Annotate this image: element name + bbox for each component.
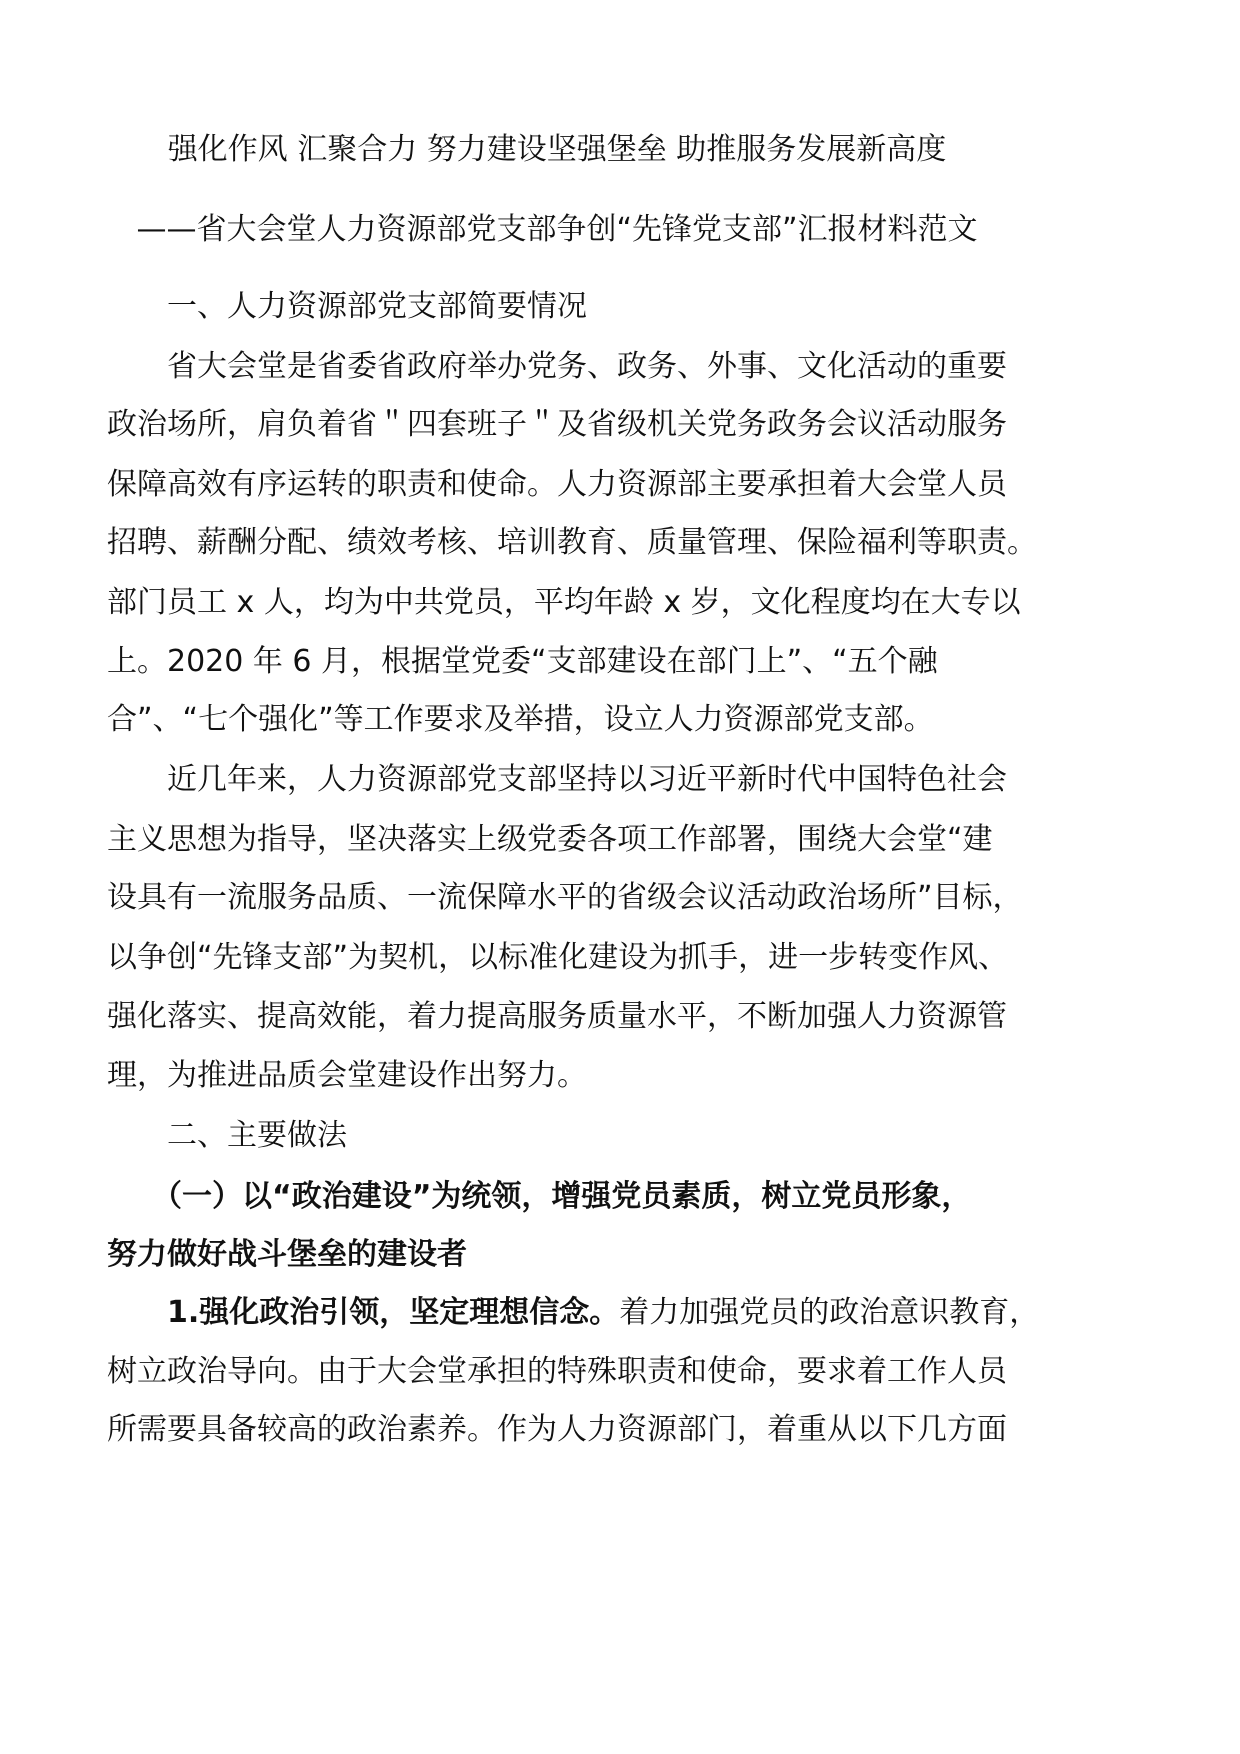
item-lead: 1.强化政治引领，坚定理想信念。: [167, 1295, 620, 1330]
paragraph-line: 主义思想为指导，坚决落实上级党委各项工作部署，围绕大会堂“建: [107, 822, 993, 857]
paragraph-line: 上。2020 年 6 月，根据堂党委“支部建设在部门上”、“五个融: [107, 644, 938, 679]
paragraph-line: 近几年来，人力资源部党支部坚持以习近平新时代中国特色社会: [167, 762, 1007, 797]
paragraph-line: 理，为推进品质会堂建设作出努力。: [107, 1058, 587, 1093]
subsection-heading: 努力做好战斗堡垒的建设者: [107, 1237, 467, 1272]
paragraph-line: 所需要具备较高的政治素养。作为人力资源部门，着重从以下几方面: [107, 1412, 1007, 1447]
paragraph-line: 以争创“先锋支部”为契机，以标准化建设为抓手，进一步转变作风、: [107, 940, 1009, 975]
paragraph-line: 设具有一流服务品质、一流保障水平的省级会议活动政治场所”目标，: [107, 880, 1023, 915]
paragraph-line: 合”、“七个强化”等工作要求及举措，设立人力资源部党支部。: [107, 702, 934, 737]
paragraph-line: [167, 1291, 1039, 1335]
paragraph-line: 保障高效有序运转的职责和使命。人力资源部主要承担着大会堂人员: [107, 467, 1007, 502]
paragraph-line: 招聘、薪酬分配、绩效考核、培训教育、质量管理、保险福利等职责。: [107, 525, 1037, 560]
subsection-heading: （一）以“政治建设”为统领，增强党员素质，树立党员形象，: [152, 1179, 972, 1214]
paragraph-line: 强化落实、提高效能，着力提高服务质量水平，不断加强人力资源管: [107, 999, 1007, 1034]
section-heading: 二、主要做法: [167, 1118, 347, 1153]
paragraph-line: 省大会堂是省委省政府举办党务、政务、外事、文化活动的重要: [167, 349, 1007, 384]
section-heading: 一、人力资源部党支部简要情况: [167, 289, 587, 324]
document-subtitle: ——省大会堂人力资源部党支部争创“先锋党支部”汇报材料范文: [136, 212, 978, 247]
paragraph-line: 部门员工 x 人，均为中共党员，平均年龄 x 岁，文化程度均在大专以: [107, 585, 1021, 620]
paragraph-line: 树立政治导向。由于大会堂承担的特殊职责和使命，要求着工作人员: [107, 1354, 1007, 1389]
paragraph-line: 政治场所，肩负着省＂四套班子＂及省级机关党务政务会议活动服务: [107, 407, 1007, 442]
document-title: 强化作风 汇聚合力 努力建设坚强堡垒 助推服务发展新高度: [167, 132, 947, 167]
item-text: 着力加强党员的政治意识教育，: [619, 1295, 1040, 1330]
